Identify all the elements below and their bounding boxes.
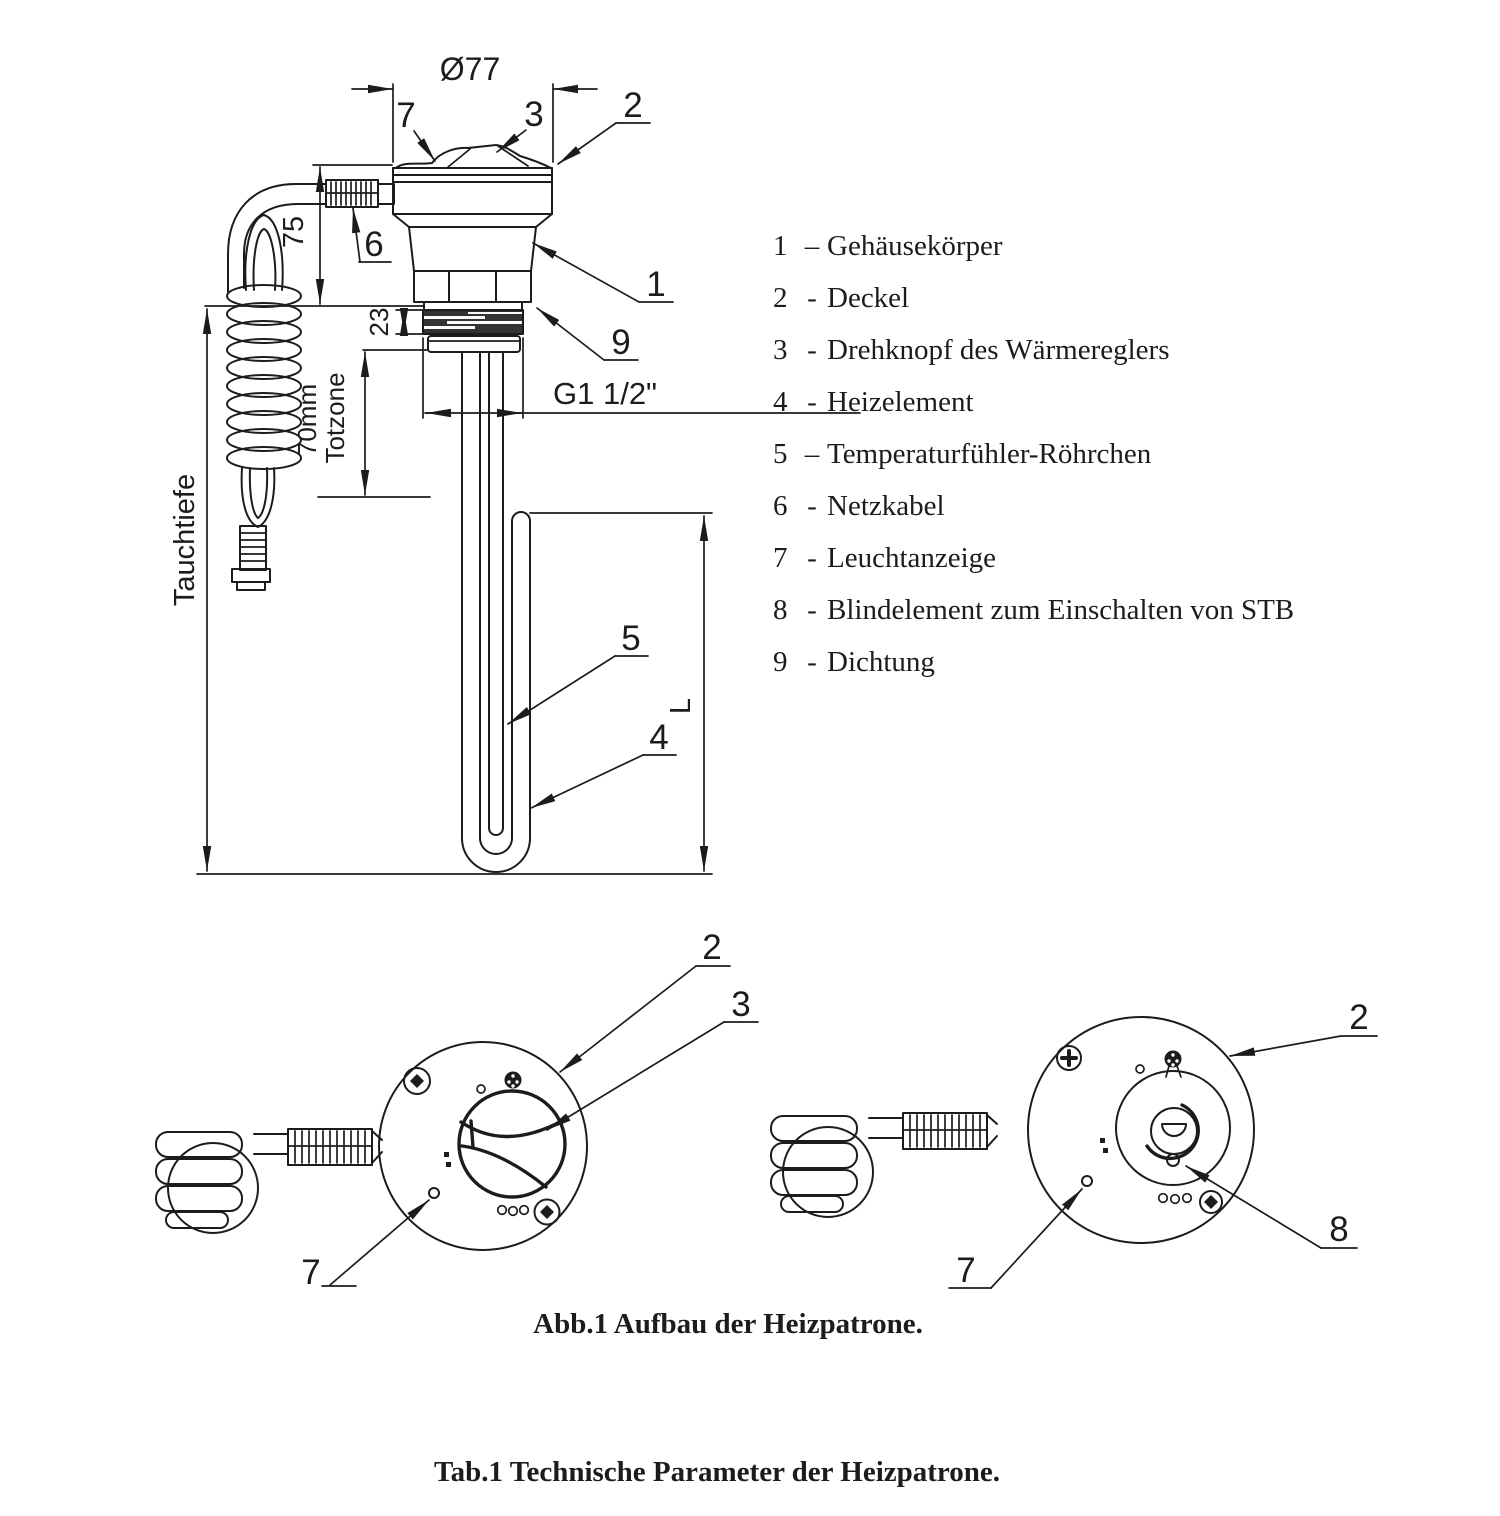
mains-plug xyxy=(771,1116,873,1217)
scale-dots xyxy=(1159,1194,1192,1204)
callout-label: 8 xyxy=(1329,1210,1349,1249)
screw-bottom-right xyxy=(535,1200,560,1225)
legend-item-label: Leuchtanzeige xyxy=(827,542,997,574)
scale-dots xyxy=(498,1206,529,1216)
dimension-dead-zone xyxy=(292,350,430,497)
dim-cable-offset-label: 75 xyxy=(278,215,310,249)
callout-label: 2 xyxy=(1349,998,1369,1037)
legend-item-8 xyxy=(773,595,1294,625)
callout-label: 7 xyxy=(956,1251,976,1290)
callout-label: 9 xyxy=(611,323,631,362)
legend-item-5 xyxy=(773,439,1294,469)
callout-main-7 xyxy=(396,96,435,161)
callout-right-7 xyxy=(949,1189,1082,1290)
bottom-view-with-knob xyxy=(156,928,758,1292)
scale-marks xyxy=(1100,1138,1108,1153)
legend-item-number: 2 xyxy=(773,282,788,314)
legend-item-number: 6 xyxy=(773,490,788,522)
legend-item-6 xyxy=(773,491,1294,521)
legend-item-number: 9 xyxy=(773,646,788,678)
dim-dead-zone-value: 70mm xyxy=(292,383,322,457)
callout-label: 6 xyxy=(364,225,384,264)
callout-label: 7 xyxy=(301,1253,321,1292)
legend-item-separator: - xyxy=(807,386,817,418)
callout-main-2 xyxy=(558,86,650,164)
callout-label: 1 xyxy=(646,265,666,304)
callout-label: 3 xyxy=(731,985,751,1024)
mains-plug xyxy=(156,1132,258,1233)
callout-label: 4 xyxy=(649,718,669,757)
legend-item-label: Blindelement zum Einschalten von STB xyxy=(827,594,1295,626)
cable xyxy=(254,1134,288,1154)
heating-element-tubes xyxy=(462,352,530,872)
frost-symbol-icon xyxy=(1165,1051,1182,1078)
legend-item-label: Drehknopf des Wärmereglers xyxy=(827,334,1170,366)
legend-item-number: 5 xyxy=(773,438,788,470)
cable-gland xyxy=(903,1113,997,1149)
callout-label: 3 xyxy=(524,95,544,134)
screw-top-left xyxy=(404,1068,430,1094)
legend-item-separator: – xyxy=(804,230,820,262)
dim-diameter-label: Ø77 xyxy=(439,51,501,87)
dim-element-length-label: L xyxy=(665,697,697,715)
legend-item-9 xyxy=(773,647,1294,677)
callout-main-3 xyxy=(497,95,544,152)
thermostat-knob[interactable] xyxy=(459,1091,565,1197)
callout-label: 2 xyxy=(702,928,722,967)
callout-main-4 xyxy=(531,718,676,808)
legend-item-1 xyxy=(773,231,1294,261)
legend-item-separator: - xyxy=(807,542,817,574)
dimension-element-length xyxy=(197,513,712,874)
legend-item-7 xyxy=(773,543,1294,573)
cable-gland xyxy=(288,1129,382,1165)
legend-item-separator: - xyxy=(807,282,817,314)
heater-head xyxy=(393,145,552,352)
cable xyxy=(869,1118,903,1138)
thread xyxy=(423,310,523,334)
dim-thread-height-label: 23 xyxy=(364,307,394,337)
figure-caption: Abb.1 Aufbau der Heizpatrone. xyxy=(533,1308,923,1340)
legend-item-separator: - xyxy=(807,334,817,366)
legend-item-2 xyxy=(773,283,1294,313)
legend-item-3 xyxy=(773,335,1294,365)
legend-item-separator: - xyxy=(807,490,817,522)
legend-item-label: Gehäusekörper xyxy=(827,230,1003,262)
legend-item-4 xyxy=(773,387,1294,417)
legend-item-label: Netzkabel xyxy=(827,490,945,522)
legend-item-label: Dichtung xyxy=(827,646,935,678)
marking-dot xyxy=(477,1085,485,1093)
coiled-cord xyxy=(227,285,301,469)
screw-top-left xyxy=(1057,1046,1081,1070)
callout-main-6 xyxy=(353,208,391,264)
legend-item-label: Heizelement xyxy=(827,386,974,418)
legend-item-number: 4 xyxy=(773,386,788,418)
legend-item-separator: - xyxy=(807,594,817,626)
screw-bottom-right xyxy=(1200,1191,1222,1213)
callout-main-9 xyxy=(537,308,638,362)
frost-symbol-icon xyxy=(505,1072,522,1089)
table-caption: Tab.1 Technische Parameter der Heizpatrone. xyxy=(433,1456,1001,1488)
stb-blind-element xyxy=(1147,1105,1198,1166)
legend-item-number: 8 xyxy=(773,594,788,626)
legend-item-label: Temperaturfühler-Röhrchen xyxy=(827,438,1152,470)
dim-thread-size-label: G1 1/2" xyxy=(553,376,658,411)
main-section-view xyxy=(169,51,860,874)
marking-dot xyxy=(1136,1065,1144,1073)
cable-loop-bottom xyxy=(242,468,275,527)
dimension-thread-height xyxy=(364,308,422,337)
callout-label: 5 xyxy=(621,619,641,658)
callout-right-2 xyxy=(1230,998,1377,1056)
parts-legend xyxy=(773,231,1294,699)
legend-item-separator: – xyxy=(804,438,820,470)
callout-label: 2 xyxy=(623,86,643,125)
legend-item-number: 1 xyxy=(773,230,788,262)
callout-main-1 xyxy=(533,243,673,304)
legend-item-label: Deckel xyxy=(827,282,910,314)
legend-item-number: 7 xyxy=(773,542,788,574)
legend-item-separator: - xyxy=(807,646,817,678)
mains-plug xyxy=(232,569,270,590)
dim-immersion-depth-label: Tauchtiefe xyxy=(169,473,201,607)
cable-gland xyxy=(326,180,378,207)
plug-neck xyxy=(240,526,266,570)
dim-dead-zone-label: Totzone xyxy=(320,372,350,464)
scale-marks xyxy=(444,1152,451,1167)
callout-left-7 xyxy=(301,1200,429,1292)
callout-left-2 xyxy=(560,928,730,1072)
dimension-diameter xyxy=(352,51,597,162)
indicator-led xyxy=(429,1188,439,1198)
legend-item-number: 3 xyxy=(773,334,788,366)
bottom-view-without-knob xyxy=(771,998,1377,1290)
callout-label: 7 xyxy=(396,96,416,135)
indicator-led xyxy=(1082,1176,1092,1186)
